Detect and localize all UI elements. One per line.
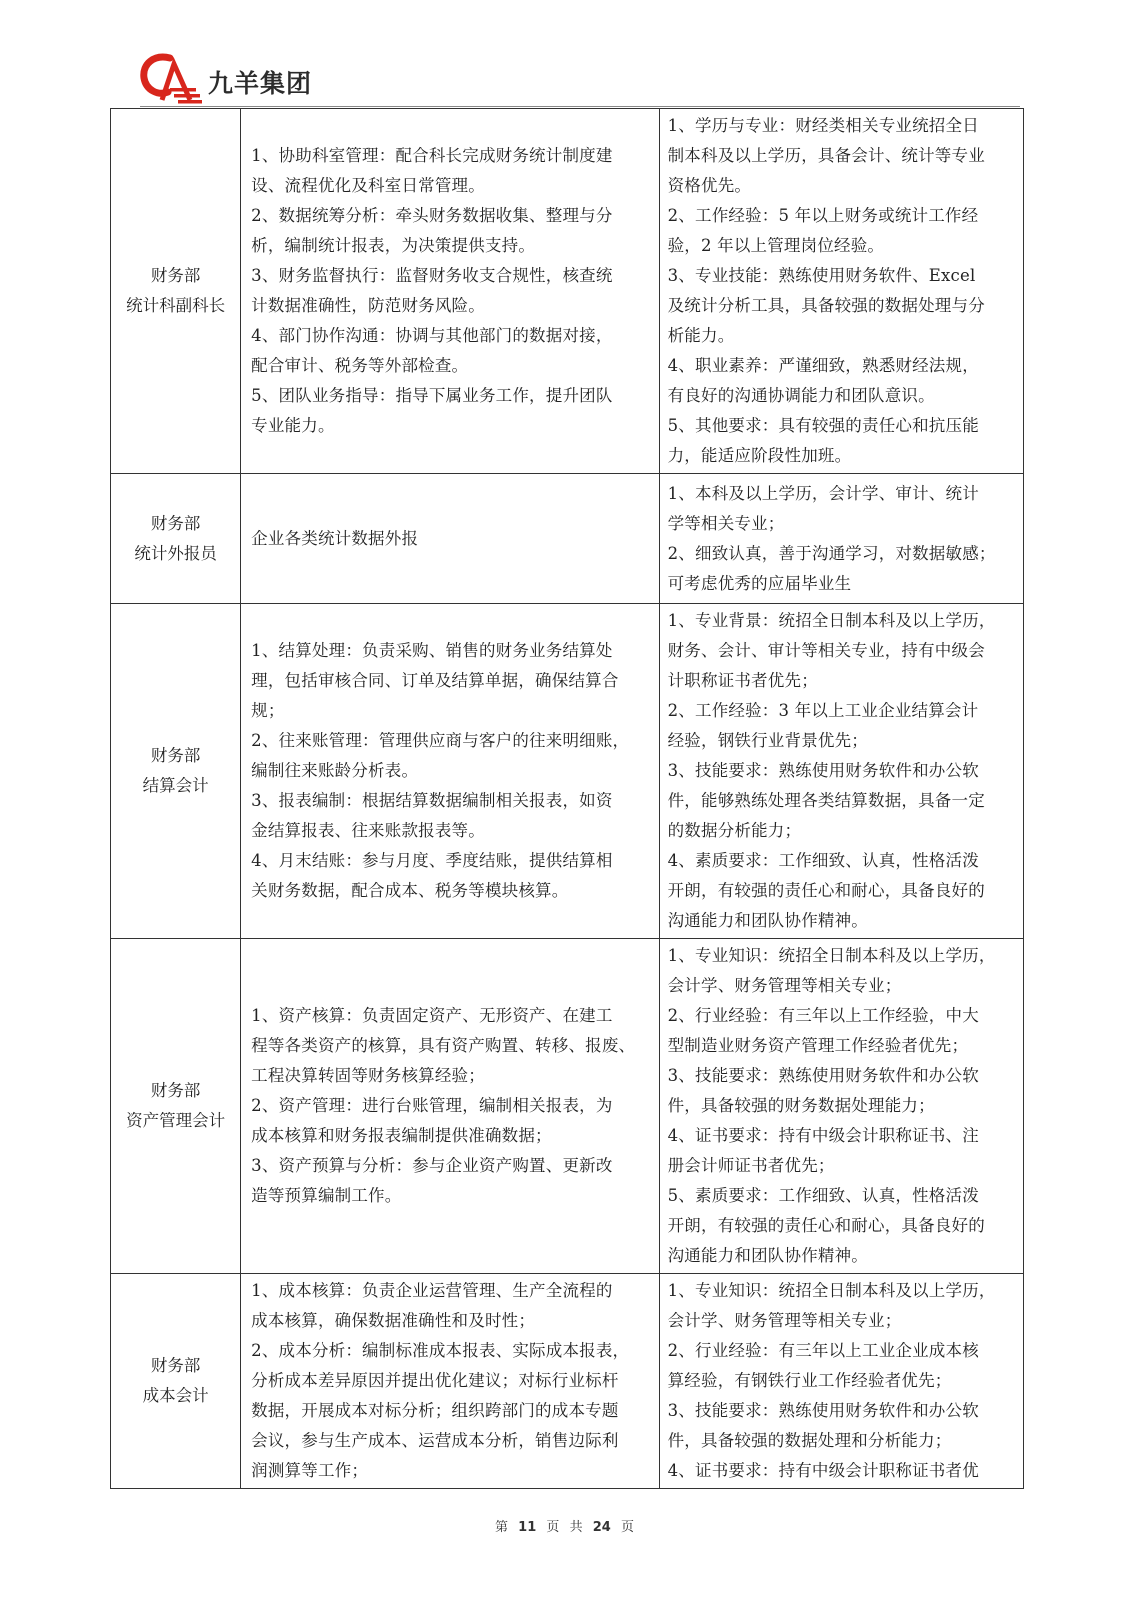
requirement-line: 开朗，有较强的责任心和耐心，具备良好的 xyxy=(667,881,985,900)
requirement-line: 册会计师证书者优先； xyxy=(667,1156,835,1175)
duty-line: 2、往来账管理：管理供应商与客户的往来明细账， xyxy=(251,731,630,750)
requirement-line: 3、技能要求：熟练使用财务软件和办公软 xyxy=(667,761,979,780)
position-cell xyxy=(111,1274,241,1489)
requirement-line: 析能力。 xyxy=(667,326,735,345)
duty-line: 2、资产管理：进行台账管理，编制相关报表，为 xyxy=(251,1096,613,1115)
requirement-line: 开朗，有较强的责任心和耐心，具备良好的 xyxy=(667,1216,985,1235)
requirement-line: 件，具备较强的数据处理和分析能力； xyxy=(667,1431,952,1450)
header-divider xyxy=(140,106,1020,107)
page-footer xyxy=(0,1516,1129,1535)
position-title: 资产管理会计 xyxy=(126,1111,226,1130)
requirement-line: 2、工作经验：3 年以上工业企业结算会计 xyxy=(667,701,979,720)
table-row xyxy=(111,1274,1024,1489)
requirement-line: 4、证书要求：持有中级会计职称证书、注 xyxy=(667,1126,979,1145)
requirement-line: 1、专业知识：统招全日制本科及以上学历， xyxy=(667,1281,996,1300)
duty-line: 计数据准确性，防范财务风险。 xyxy=(251,296,485,315)
duty-line: 规； xyxy=(251,701,285,720)
duties-cell xyxy=(241,1274,659,1489)
duty-line: 3、财务监督执行：监督财务收支合规性，核查统 xyxy=(251,266,613,285)
duty-line: 金结算报表、往来账款报表等。 xyxy=(251,821,485,840)
department-label: 财务部 xyxy=(150,746,201,765)
requirement-line: 会计学、财务管理等相关专业； xyxy=(667,1311,902,1330)
duty-line: 设、流程优化及科室日常管理。 xyxy=(251,176,485,195)
requirements-cell xyxy=(659,604,1023,939)
requirement-line: 2、细致认真，善于沟通学习，对数据敏感； xyxy=(667,543,996,563)
requirement-line: 会计学、财务管理等相关专业； xyxy=(667,976,902,995)
duty-line: 1、结算处理：负责采购、销售的财务业务结算处 xyxy=(251,641,613,660)
requirement-line: 的数据分析能力； xyxy=(667,821,802,840)
footer-suffix: 页 xyxy=(620,1520,634,1535)
duty-line: 2、成本分析：编制标准成本报表、实际成本报表， xyxy=(251,1341,630,1360)
requirement-line: 3、技能要求：熟练使用财务软件和办公软 xyxy=(667,1066,979,1085)
position-cell xyxy=(111,474,241,604)
requirement-line: 资格优先。 xyxy=(667,176,752,195)
requirements-cell xyxy=(659,939,1023,1274)
company-name: 九羊集团 xyxy=(208,69,313,98)
footer-mid1: 页 xyxy=(546,1520,560,1535)
duty-line: 1、成本核算：负责企业运营管理、生产全流程的 xyxy=(251,1281,613,1300)
table-row xyxy=(111,604,1024,939)
duty-line: 专业能力。 xyxy=(251,416,335,435)
duty-line: 成本核算和财务报表编制提供准确数据； xyxy=(251,1126,552,1145)
requirement-line: 2、行业经验：有三年以上工业企业成本核 xyxy=(667,1341,979,1360)
duty-line: 4、月末结账：参与月度、季度结账，提供结算相 xyxy=(251,851,613,870)
duty-line: 1、协助科室管理：配合科长完成财务统计制度建 xyxy=(251,146,613,165)
duty-line: 关财务数据，配合成本、税务等模块核算。 xyxy=(251,881,569,900)
department-label: 财务部 xyxy=(150,513,201,533)
requirement-line: 力，能适应阶段性加班。 xyxy=(667,446,852,465)
requirement-line: 财务、会计、审计等相关专业，持有中级会 xyxy=(667,641,985,660)
position-title: 成本会计 xyxy=(142,1386,209,1405)
position-title: 结算会计 xyxy=(142,776,209,795)
duties-cell xyxy=(241,474,659,604)
requirement-line: 2、行业经验：有三年以上工作经验，中大 xyxy=(667,1006,979,1025)
job-table xyxy=(110,108,1024,1489)
requirement-line: 计职称证书者优先； xyxy=(667,671,818,690)
duty-line: 造等预算编制工作。 xyxy=(251,1186,402,1205)
duty-line: 2、数据统筹分析：牵头财务数据收集、整理与分 xyxy=(251,206,613,225)
position-cell xyxy=(111,109,241,474)
requirement-line: 1、学历与专业：财经类相关专业统招全日 xyxy=(667,116,979,135)
footer-mid2: 共 xyxy=(569,1520,583,1535)
duty-line: 程等各类资产的核算，具有资产购置、转移、报废、 xyxy=(251,1036,636,1055)
duty-line: 成本核算，确保数据准确性和及时性； xyxy=(251,1311,536,1330)
department-label: 财务部 xyxy=(150,266,201,285)
department-label: 财务部 xyxy=(150,1356,201,1375)
position-cell xyxy=(111,604,241,939)
duty-line: 1、资产核算：负责固定资产、无形资产、在建工 xyxy=(251,1006,613,1025)
requirement-line: 沟通能力和团队协作精神。 xyxy=(667,911,868,930)
jiuyang-logo-icon xyxy=(140,50,206,108)
requirement-line: 可考虑优秀的应届毕业生 xyxy=(667,573,852,593)
requirement-line: 2、工作经验：5 年以上财务或统计工作经 xyxy=(667,206,979,225)
table-row xyxy=(111,474,1024,604)
duty-line: 3、报表编制：根据结算数据编制相关报表，如资 xyxy=(251,791,613,810)
requirement-line: 4、职业素养：严谨细致，熟悉财经法规， xyxy=(667,356,979,375)
requirement-line: 算经验，有钢铁行业工作经验者优先； xyxy=(667,1371,952,1390)
position-cell xyxy=(111,939,241,1274)
requirement-line: 型制造业财务资产管理工作经验者优先； xyxy=(667,1036,969,1055)
requirement-line: 件，具备较强的财务数据处理能力； xyxy=(667,1096,935,1115)
table-row xyxy=(111,939,1024,1274)
duty-line: 析，编制统计报表，为决策提供支持。 xyxy=(251,236,536,255)
duty-line: 5、团队业务指导：指导下属业务工作，提升团队 xyxy=(251,386,613,405)
duty-line: 4、部门协作沟通：协调与其他部门的数据对接， xyxy=(251,326,613,345)
department-label: 财务部 xyxy=(150,1081,201,1100)
page-header xyxy=(140,50,1020,108)
requirement-line: 件，能够熟练处理各类结算数据，具备一定 xyxy=(667,791,985,810)
duty-line: 企业各类统计数据外报 xyxy=(251,528,419,548)
duty-line: 润测算等工作； xyxy=(251,1461,369,1480)
requirement-line: 3、专业技能：熟练使用财务软件、Excel xyxy=(667,266,976,285)
requirement-line: 5、其他要求：具有较强的责任心和抗压能 xyxy=(667,416,979,435)
duty-line: 编制往来账龄分析表。 xyxy=(251,761,419,780)
requirement-line: 及统计分析工具，具备较强的数据处理与分 xyxy=(667,296,985,315)
page-total: 24 xyxy=(592,1520,611,1535)
duties-cell xyxy=(241,604,659,939)
requirement-line: 3、技能要求：熟练使用财务软件和办公软 xyxy=(667,1401,979,1420)
duty-line: 工程决算转固等财务核算经验； xyxy=(251,1066,485,1085)
duty-line: 3、资产预算与分析：参与企业资产购置、更新改 xyxy=(251,1156,613,1175)
requirements-cell xyxy=(659,474,1023,604)
requirements-cell xyxy=(659,109,1023,474)
requirement-line: 制本科及以上学历，具备会计、统计等专业 xyxy=(667,146,985,165)
position-title: 统计科副科长 xyxy=(126,296,226,315)
duty-line: 分析成本差异原因并提出优化建议；对标行业标杆 xyxy=(251,1371,619,1390)
duties-cell xyxy=(241,939,659,1274)
requirements-cell xyxy=(659,1274,1023,1489)
requirement-line: 经验，钢铁行业背景优先； xyxy=(667,731,868,750)
requirement-line: 5、素质要求：工作细致、认真，性格活泼 xyxy=(667,1186,979,1205)
page-number: 11 xyxy=(518,1520,537,1535)
requirement-line: 有良好的沟通协调能力和团队意识。 xyxy=(667,386,935,405)
requirement-line: 沟通能力和团队协作精神。 xyxy=(667,1246,868,1265)
requirement-line: 1、专业背景：统招全日制本科及以上学历， xyxy=(667,611,996,630)
duties-cell xyxy=(241,109,659,474)
duty-line: 会议，参与生产成本、运营成本分析，销售边际利 xyxy=(251,1431,619,1450)
requirement-line: 验，2 年以上管理岗位经验。 xyxy=(667,236,885,255)
requirement-line: 1、本科及以上学历，会计学、审计、统计 xyxy=(667,483,979,503)
footer-prefix: 第 xyxy=(495,1520,509,1535)
requirement-line: 4、素质要求：工作细致、认真，性格活泼 xyxy=(667,851,979,870)
position-title: 统计外报员 xyxy=(134,543,217,563)
duty-line: 数据，开展成本对标分析；组织跨部门的成本专题 xyxy=(251,1401,619,1420)
duty-line: 配合审计、税务等外部检查。 xyxy=(251,356,469,375)
requirement-line: 学等相关专业； xyxy=(667,513,785,533)
table-row xyxy=(111,109,1024,474)
requirement-line: 1、专业知识：统招全日制本科及以上学历， xyxy=(667,946,996,965)
duty-line: 理，包括审核合同、订单及结算单据，确保结算合 xyxy=(251,671,619,690)
requirement-line: 4、证书要求：持有中级会计职称证书者优 xyxy=(667,1461,979,1480)
